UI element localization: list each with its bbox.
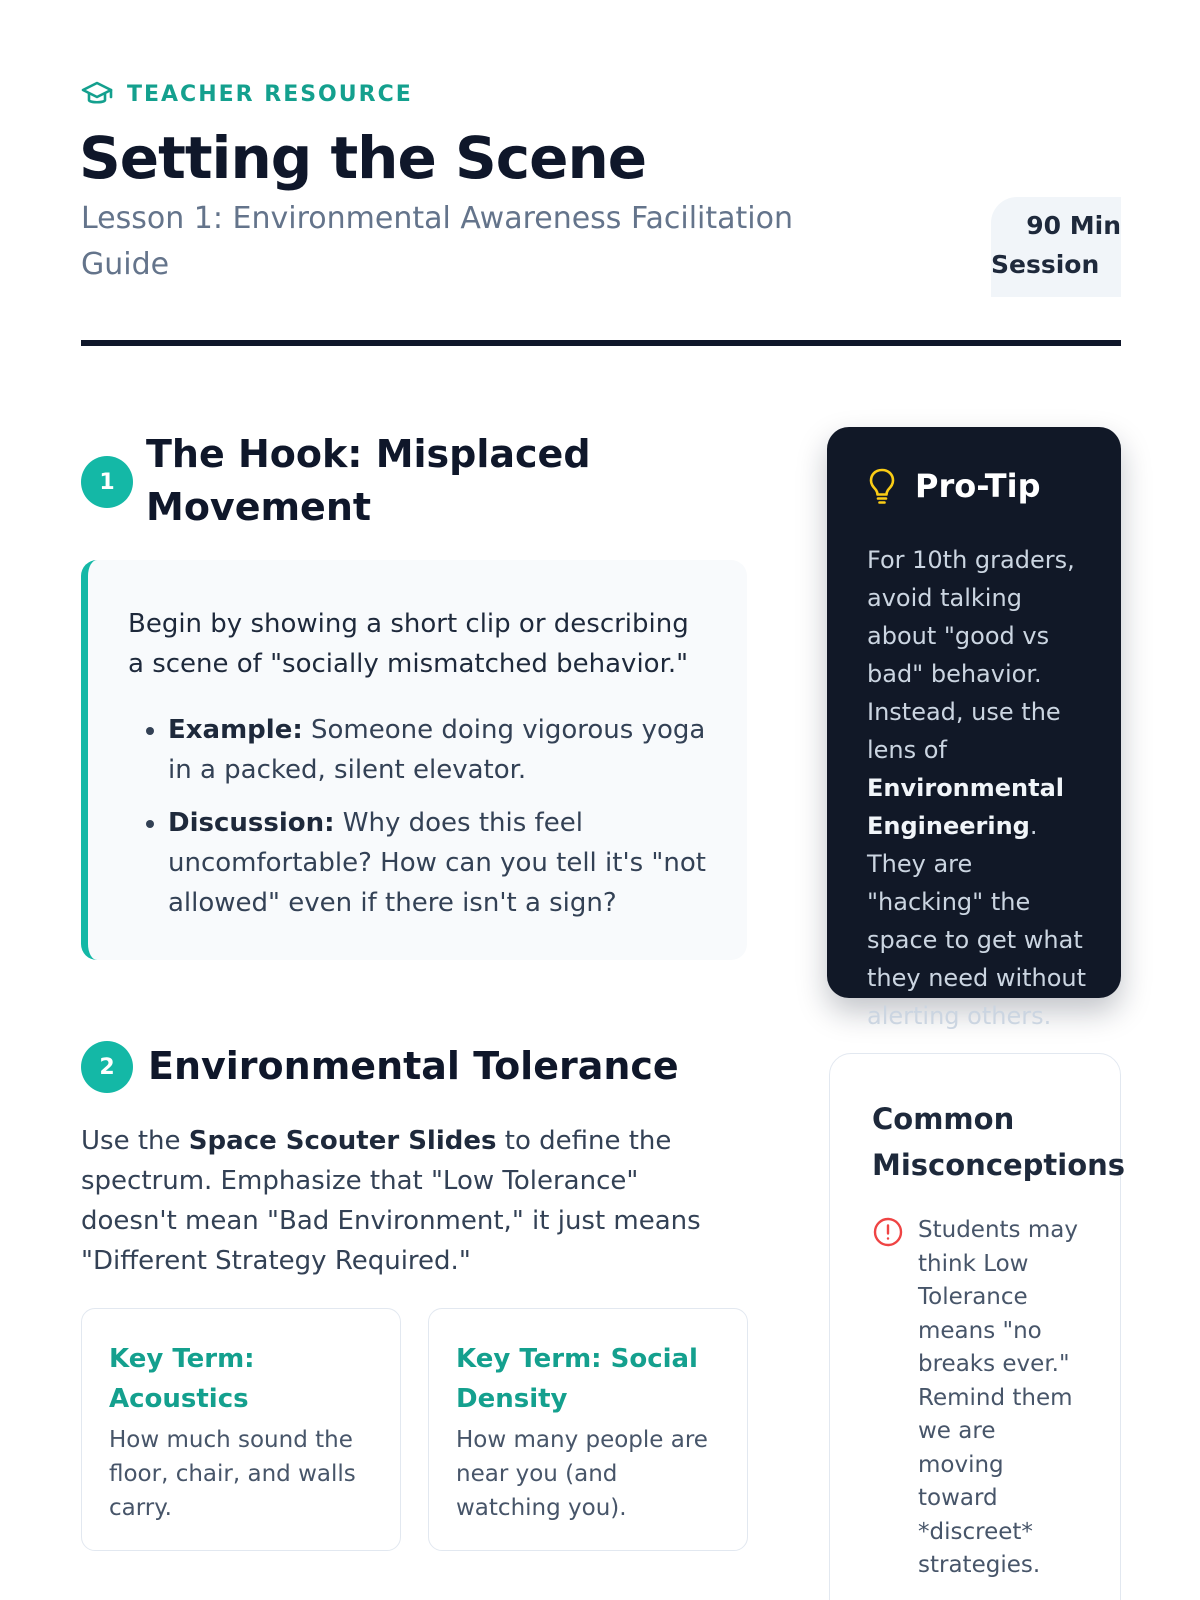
- tolerance-text-end: to define the spectrum. Emphasize that "Low Tolerance" doesn't mean "Bad Environment," it just means "Different Strategy Required.": [81, 1126, 701, 1276]
- eyebrow-label: TEACHER RESOURCE: [127, 81, 413, 107]
- pro-tip-text: [867, 541, 1095, 1035]
- duration-line-2: Session: [991, 250, 1100, 279]
- list-item: [168, 803, 707, 923]
- hook-bullet-list: [128, 710, 707, 923]
- page-title: Setting the Scene: [79, 124, 647, 192]
- misconceptions-title: Common Misconceptions: [872, 1102, 1126, 1182]
- pro-tip-text-end: . They are "hacking" the space to get what they need without alerting others.: [867, 812, 1087, 1030]
- page-subtitle: Lesson 1: Environmental Awareness Facilitation Guide: [81, 201, 793, 282]
- alert-circle-icon: [872, 1216, 904, 1248]
- pro-tip-title: Pro-Tip: [915, 467, 1041, 505]
- list-item: [168, 710, 707, 790]
- eyebrow: [81, 80, 413, 108]
- graduation-cap-icon: [81, 80, 113, 108]
- key-term-card-acoustics: [81, 1308, 401, 1551]
- pro-tip-header: [867, 467, 1095, 505]
- lightbulb-icon: [867, 467, 897, 505]
- pro-tip-text-start: For 10th graders, avoid talking about "good vs bad" behavior. Instead, use the lens of: [867, 546, 1075, 764]
- header-divider: [81, 340, 1121, 346]
- key-term-card-social-density: [428, 1308, 748, 1551]
- space-scouter-slides-link-text: Space Scouter Slides: [188, 1126, 497, 1156]
- bullet-label: Example:: [168, 715, 303, 745]
- misconceptions-card: [829, 1053, 1126, 1600]
- pro-tip-emphasis: Environmental Engineering: [867, 774, 1065, 840]
- section-number-2: 2: [81, 1041, 133, 1093]
- hook-callout: [81, 560, 747, 960]
- section-number-1: 1: [81, 456, 133, 508]
- pro-tip-card: [827, 427, 1121, 1030]
- key-term-description: How many people are near you (and watching you).: [456, 1427, 708, 1521]
- bullet-label: Discussion:: [168, 808, 335, 838]
- misconception-item: [872, 1214, 1106, 1583]
- bullet-text: Why does this feel uncomfortable? How can you tell it's "not allowed" even if there isn't a sign?: [168, 808, 706, 918]
- duration-line-1: 90 Min: [1026, 211, 1121, 240]
- section-title-hook: The Hook: Misplaced Movement: [146, 432, 591, 529]
- hook-intro: Begin by showing a short clip or describing a scene of "socially mismatched behavior.": [128, 609, 689, 679]
- tolerance-paragraph: [81, 1121, 741, 1281]
- duration-badge: [991, 197, 1121, 297]
- key-term-description: How much sound the floor, chair, and walls carry.: [109, 1427, 356, 1521]
- section-title-tolerance: Environmental Tolerance: [148, 1044, 679, 1088]
- key-term-title: Key Term: Social Density: [456, 1344, 698, 1414]
- tolerance-text-start: Use the: [81, 1126, 189, 1156]
- key-term-title: Key Term: Acoustics: [109, 1344, 255, 1414]
- misconception-text: Students may think Low Tolerance means "no breaks ever." Remind them we are moving toward *discreet* strategies.: [918, 1217, 1078, 1578]
- bullet-text: Someone doing vigorous yoga in a packed, silent elevator.: [168, 715, 706, 785]
